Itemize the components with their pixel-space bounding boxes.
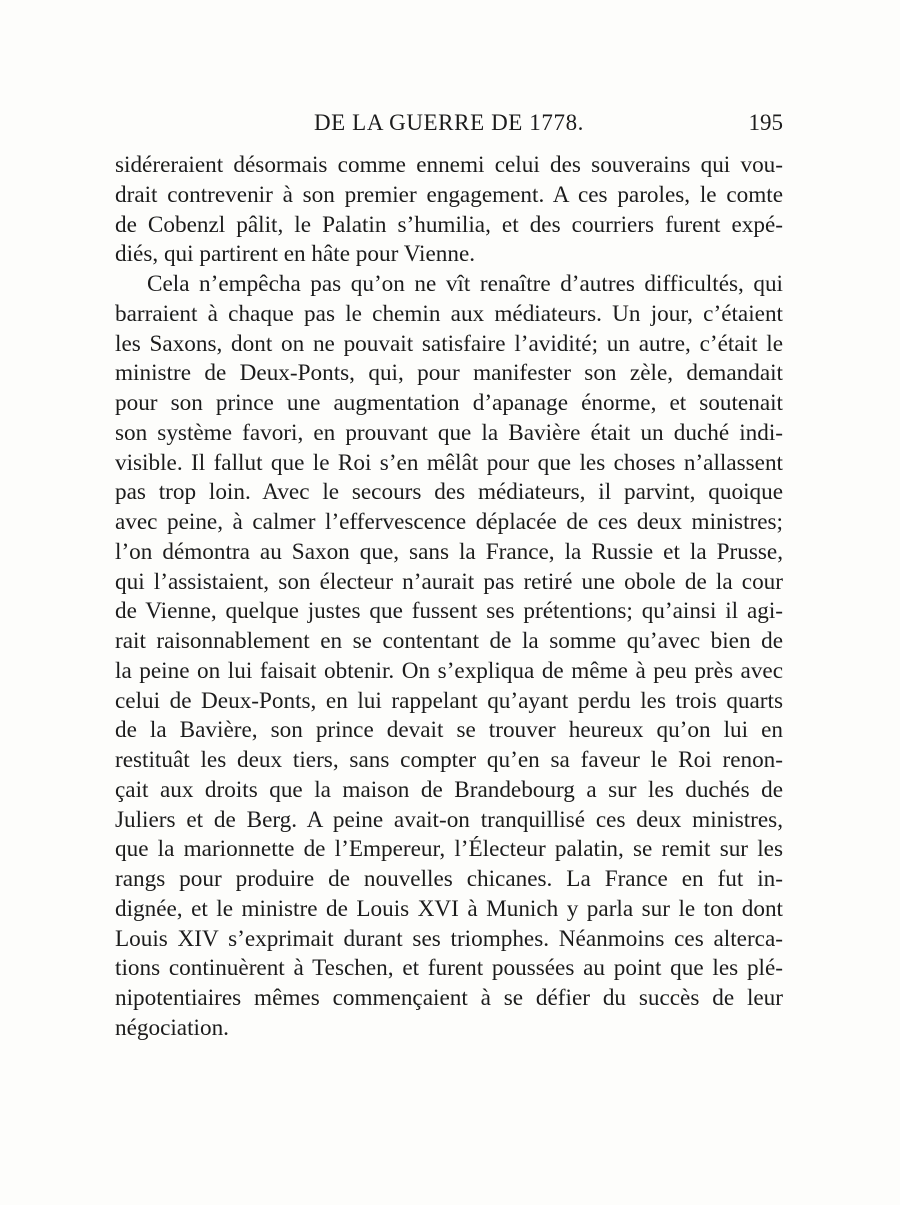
text-line: rangs pour produire de nouvelles chicanes. La France en fut in- [115,866,783,892]
text-line: ministre de Deux-Ponts, qui, pour manifester son zèle, demandait [115,360,783,387]
text-line: diés, qui partirent en hâte pour Vienne. [115,241,476,268]
text-line: drait contrevenir à son premier engagement. A ces paroles, le comte [115,181,783,208]
text-line: l’on démontra au Saxon que, sans la France, la Russie et la Prusse, [115,538,783,565]
text-line: pour son prince une augmentation d’apanage énorme, et soutenait [115,390,783,416]
text-line: Cela n’empêcha pas qu’on ne vît renaître d’autres difficultés, qui [147,271,783,297]
page-number: 195 [748,110,783,135]
paragraph-2 [115,270,783,1044]
text-line: sidéreraient désormais comme ennemi celui des souverains qui vou- [115,152,783,178]
text-line: pas trop loin. Avec le secours des médiateurs, il parvint, quoique [115,479,783,506]
text-line: la peine on lui faisait obtenir. On s’expliqua de même à peu près avec [115,657,783,684]
running-head: DE LA GUERRE DE 1778. [313,110,585,135]
text-line: avec peine, à calmer l’effervescence déplacée de ces deux ministres; [115,509,783,535]
text-line: tions continuèrent à Teschen, et furent poussées au point que les plé- [115,955,783,982]
text-line: rait raisonnablement en se contentant de la somme qu’avec bien de [115,628,783,654]
page-header [115,110,783,144]
paragraph-1 [115,151,783,270]
text-line: son système favori, en prouvant que la Bavière était un duché indi- [115,419,783,446]
text-line: Louis XIV s’exprimait durant ses triomphes. Néanmoins ces alterca- [115,925,783,952]
text-line: çait aux droits que la maison de Brandebourg a sur les duchés de [115,776,783,803]
text-line: de Vienne, quelque justes que fussent ses prétentions; qu’ainsi il agi- [115,598,783,625]
text-line: négociation. [115,1014,229,1041]
text-line: que la marionnette de l’Empereur, l’Électeur palatin, se remit sur les [115,836,783,863]
text-line: de Cobenzl pâlit, le Palatin s’humilia, et des courriers furent expé- [115,211,783,238]
text-line: visible. Il fallut que le Roi s’en mêlât pour que les choses n’allassent [115,449,783,476]
text-line: nipotentiaires mêmes commençaient à se défier du succès de leur [115,985,783,1011]
text-line: dignée, et le ministre de Louis XVI à Munich y parla sur le ton dont [115,895,783,922]
text-line: barraient à chaque pas le chemin aux médiateurs. Un jour, c’étaient [115,300,783,327]
text-line: celui de Deux-Ponts, en lui rappelant qu’ayant perdu les trois quarts [115,687,783,714]
text-line: de la Bavière, son prince devait se trouver heureux qu’on lui en [115,717,783,744]
text-line: qui l’assistaient, son électeur n’aurait pas retiré une obole de la cour [115,568,783,595]
text-line: restituât les deux tiers, sans compter qu’en sa faveur le Roi renon- [115,747,783,773]
text-line: Juliers et de Berg. A peine avait-on tranquillisé ces deux ministres, [115,806,783,833]
body-text [115,151,783,1044]
text-line: les Saxons, dont on ne pouvait satisfaire l’avidité; un autre, c’était le [115,330,783,357]
